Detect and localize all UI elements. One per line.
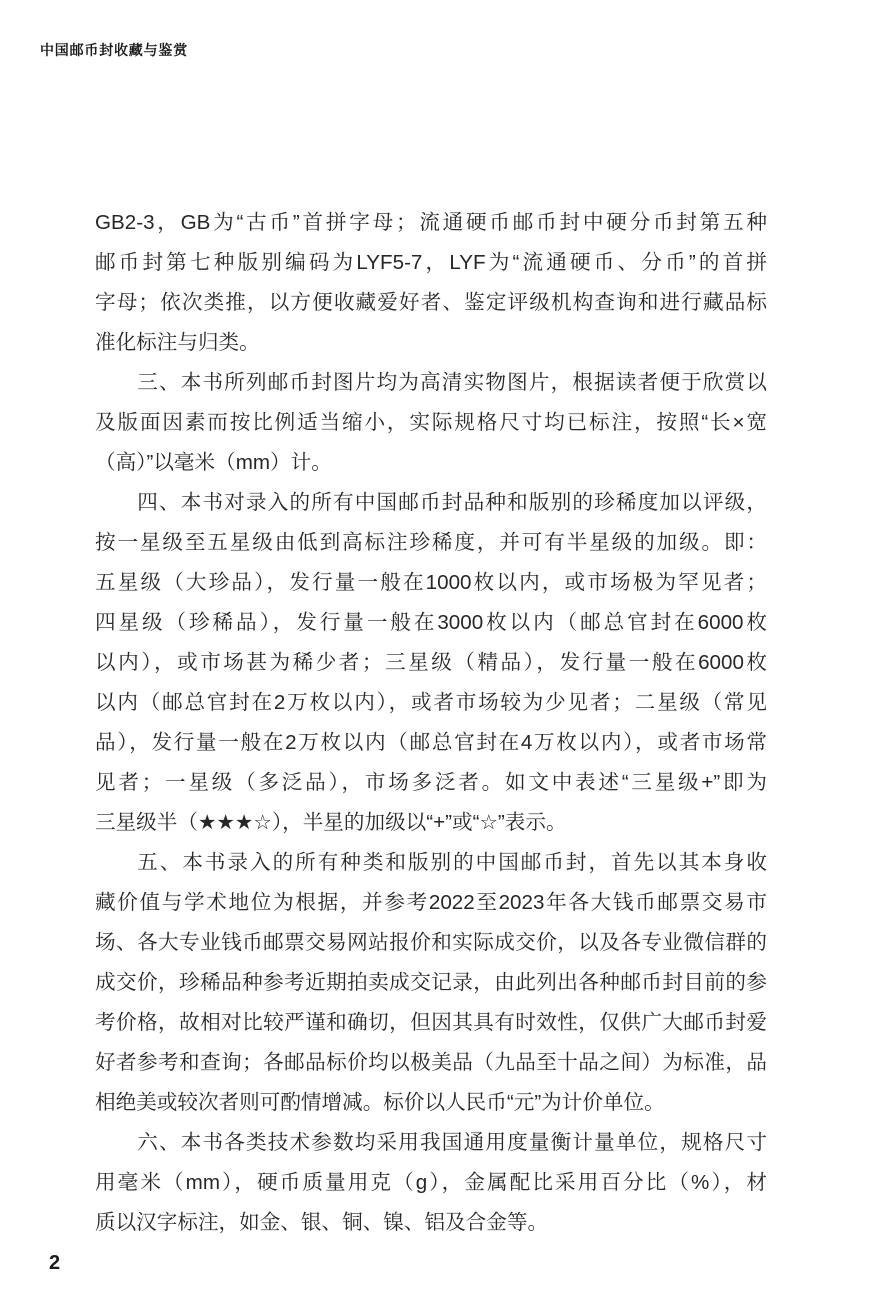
text-line: 品），发行量一般在2万枚以内（邮总官封在4万枚以内），或者市场常 [95,731,767,754]
running-header-book-title: 中国邮币封收藏与鉴赏 [40,42,188,58]
text-line: 场、各大专业钱币邮票交易网站报价和实际成交价，以及各专业微信群的 [95,931,767,954]
text-line: （高）”以毫米（mm）计。 [95,451,332,474]
paragraph [95,483,767,843]
page-number: 2 [49,1252,61,1274]
text-line: 质以汉字标注，如金、银、铜、镍、铝及合金等。 [95,1211,549,1234]
text-line: 准化标注与归类。 [95,331,260,354]
text-line: 五星级（大珍品），发行量一般在1000枚以内，或市场极为罕见者； [95,571,767,594]
text-line: 见者；一星级（多泛品），市场多泛者。如文中表述“三星级+”即为 [95,771,767,794]
text-line: 考价格，故相对比较严谨和确切，但因其具有时效性，仅供广大邮币封爱 [95,1011,767,1034]
text-line: 用毫米（mm），硬币质量用克（g），金属配比采用百分比（%），材 [95,1171,767,1194]
text-line: GB2-3，GB为“古币”首拼字母；流通硬币邮币封中硬分币封第五种 [95,211,767,234]
text-line: 及版面因素而按比例适当缩小，实际规格尺寸均已标注，按照“长×宽 [95,411,767,434]
text-line: 五、本书录入的所有种类和版别的中国邮币封，首先以其本身收 [137,851,767,874]
text-line: 藏价值与学术地位为根据，并参考2022至2023年各大钱币邮票交易市 [95,891,767,914]
text-line: 三、本书所列邮币封图片均为高清实物图片，根据读者便于欣赏以 [137,371,767,394]
text-line: 以内（邮总官封在2万枚以内），或者市场较为少见者；二星级（常见 [95,691,767,714]
text-line: 好者参考和查询；各邮品标价均以极美品（九品至十品之间）为标准，品 [95,1051,767,1074]
paragraph [95,203,767,363]
text-line: 三星级半（★★★☆），半星的加级以“+”或“☆”表示。 [95,811,567,834]
text-line: 成交价，珍稀品种参考近期拍卖成交记录，由此列出各种邮币封目前的参 [95,971,767,994]
text-line: 按一星级至五星级由低到高标注珍稀度，并可有半星级的加级。即： [95,531,767,554]
paragraph [95,843,767,1123]
text-line: 以内），或市场甚为稀少者；三星级（精品），发行量一般在6000枚 [95,651,767,674]
paragraph [95,1123,767,1243]
text-line: 四星级（珍稀品），发行量一般在3000枚以内（邮总官封在6000枚 [95,611,767,634]
body-text [95,203,767,1243]
text-line: 字母；依次类推，以方便收藏爱好者、鉴定评级机构查询和进行藏品标 [95,291,767,314]
text-line: 六、本书各类技术参数均采用我国通用度量衡计量单位，规格尺寸 [137,1131,767,1154]
text-line: 相绝美或较次者则可酌情增减。标价以人民币“元”为计价单位。 [95,1091,665,1114]
text-line: 邮币封第七种版别编码为LYF5-7，LYF为“流通硬币、分币”的首拼 [95,251,767,274]
paragraph [95,363,767,483]
text-line: 四、本书对录入的所有中国邮币封品种和版别的珍稀度加以评级， [137,491,767,514]
